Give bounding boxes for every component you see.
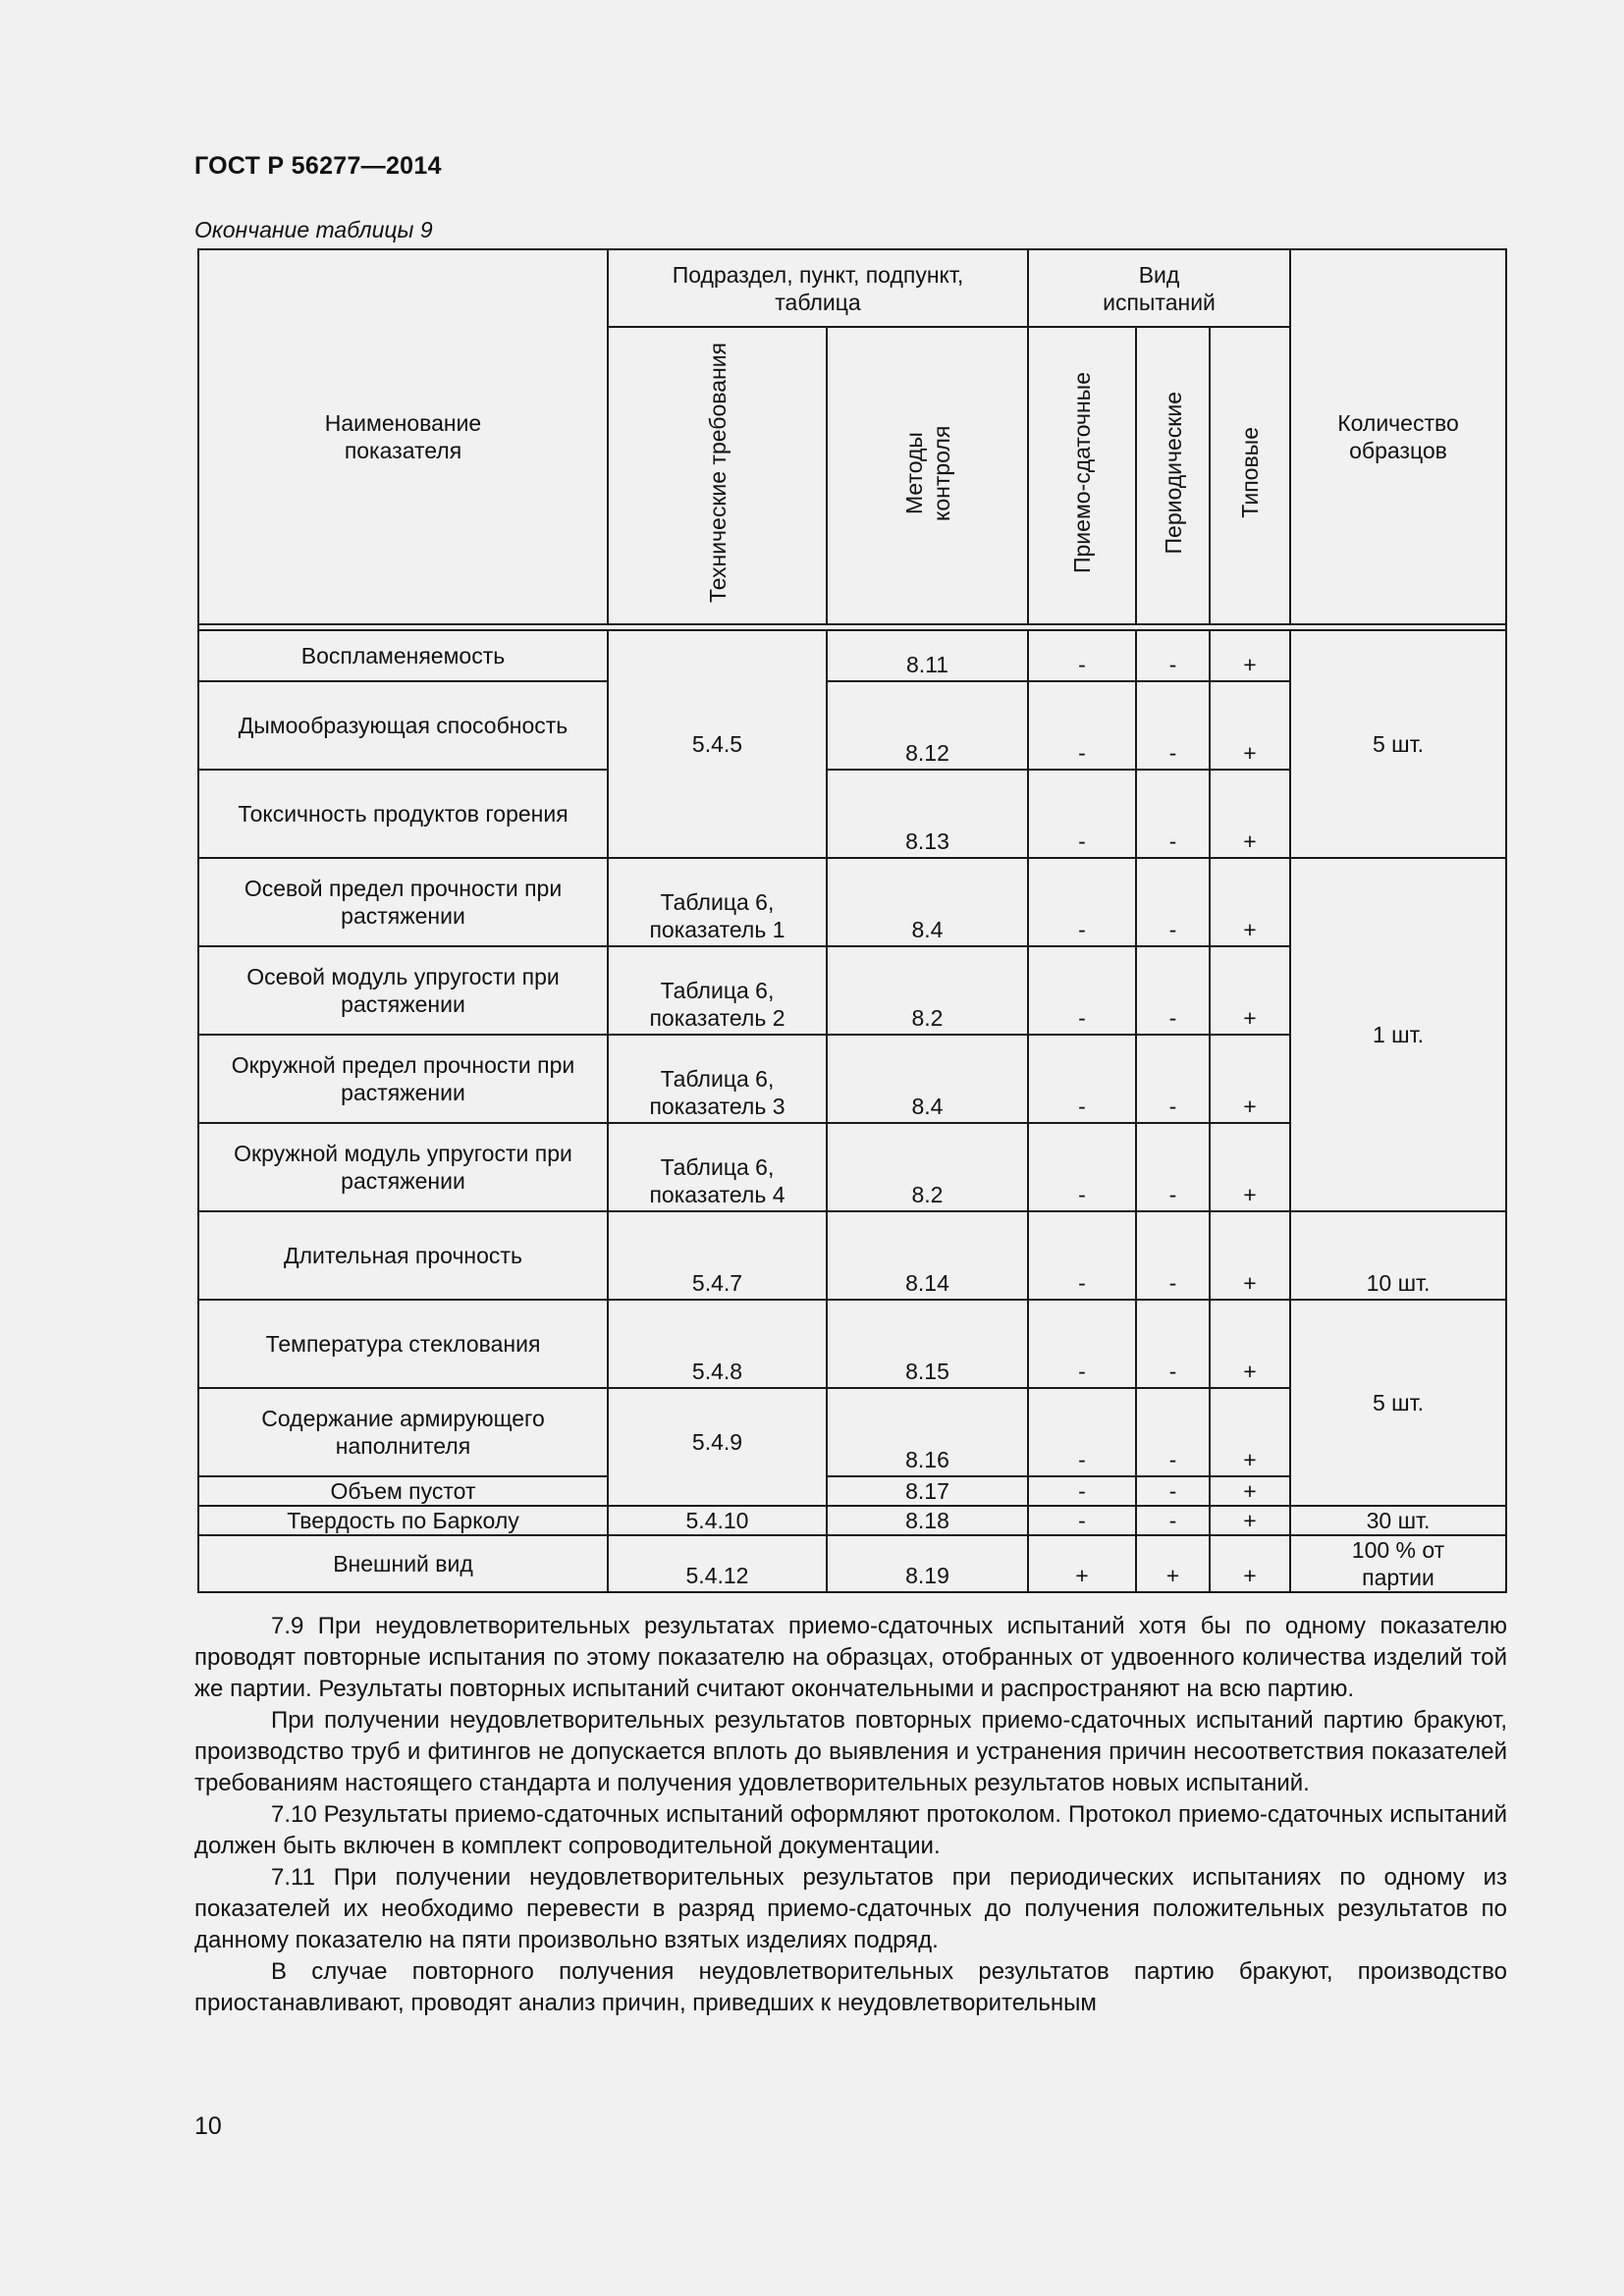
row-tech: 5.4.10 bbox=[608, 1506, 827, 1535]
row-name: Воспламеняемость bbox=[198, 630, 608, 681]
page-number: 10 bbox=[194, 2112, 222, 2140]
row-acceptance: - bbox=[1028, 858, 1136, 946]
row-type: + bbox=[1210, 1388, 1290, 1476]
paragraph-7-9: 7.9 При неудовлетворительных результатах приемо-сдаточных испытаний хотя бы по одному показателю проводят повторные испытания по этому показателю на образцах, отобранных от удвоенного количества изделий той же партии. Результаты повторных испытаний считают окончательными и распространяют на всю партию. bbox=[194, 1613, 1507, 1702]
row-type: + bbox=[1210, 630, 1290, 681]
row-method: 8.4 bbox=[827, 1035, 1028, 1123]
row-periodic: - bbox=[1136, 681, 1210, 770]
paragraph-7-9-cont: При получении неудовлетворительных результатов повторных приемо-сдаточных испытаний партию бракуют, производство труб и фитингов не допускается вплоть до выявления и устранения причин несоответствия показателей требованиям настоящего стандарта и получения удовлетворительных результатов новых испытаний. bbox=[194, 1707, 1507, 1796]
row-tech: 5.4.9 bbox=[608, 1388, 827, 1506]
row-periodic: - bbox=[1136, 1211, 1210, 1300]
row-periodic: - bbox=[1136, 946, 1210, 1035]
row-acceptance: - bbox=[1028, 1035, 1136, 1123]
row-name: Токсичность продуктов горения bbox=[198, 770, 608, 858]
row-method: 8.2 bbox=[827, 1123, 1028, 1211]
paragraph-7-11-cont: В случае повторного получения неудовлетворительных результатов партию бракуют, производство приостанавливают, проводят анализ причин, приведших к неудовлетворительным bbox=[194, 1958, 1507, 2016]
row-acceptance: - bbox=[1028, 1476, 1136, 1506]
document-id: ГОСТ Р 56277—2014 bbox=[194, 152, 442, 180]
row-acceptance: - bbox=[1028, 1211, 1136, 1300]
row-method: 8.14 bbox=[827, 1211, 1028, 1300]
paragraph-7-11: 7.11 При получении неудовлетворительных результатов при периодических испытаниях по одному из показателей их необходимо перевести в разряд приемо-сдаточных до получения положительных результатов по данному показателю на пяти произвольно взятых изделиях подряд. bbox=[194, 1864, 1507, 1953]
row-periodic: - bbox=[1136, 630, 1210, 681]
header-type-tests: Типовые bbox=[1210, 327, 1290, 624]
row-method: 8.19 bbox=[827, 1535, 1028, 1592]
row-acceptance: + bbox=[1028, 1535, 1136, 1592]
row-name: Твердость по Барколу bbox=[198, 1506, 608, 1535]
row-name: Осевой предел прочности при растяжении bbox=[198, 858, 608, 946]
row-name: Объем пустот bbox=[198, 1476, 608, 1506]
row-tech: Таблица 6, показатель 1 bbox=[608, 858, 827, 946]
row-method: 8.11 bbox=[827, 630, 1028, 681]
row-name: Дымообразующая способность bbox=[198, 681, 608, 770]
row-acceptance: - bbox=[1028, 630, 1136, 681]
row-name: Длительная прочность bbox=[198, 1211, 608, 1300]
row-count: 5 шт. bbox=[1290, 630, 1506, 858]
body-text bbox=[194, 1611, 1507, 2019]
header-tech-req: Технические требования bbox=[608, 327, 827, 624]
row-tech: Таблица 6, показатель 4 bbox=[608, 1123, 827, 1211]
row-type: + bbox=[1210, 946, 1290, 1035]
row-type: + bbox=[1210, 1211, 1290, 1300]
row-method: 8.4 bbox=[827, 858, 1028, 946]
row-type: + bbox=[1210, 681, 1290, 770]
row-periodic: + bbox=[1136, 1535, 1210, 1592]
row-periodic: - bbox=[1136, 1300, 1210, 1388]
row-tech: 5.4.12 bbox=[608, 1535, 827, 1592]
header-methods: Методы контроля bbox=[827, 327, 1028, 624]
row-name: Внешний вид bbox=[198, 1535, 608, 1592]
header-count: Количество образцов bbox=[1290, 249, 1506, 624]
row-type: + bbox=[1210, 858, 1290, 946]
row-periodic: - bbox=[1136, 770, 1210, 858]
row-tech: Таблица 6, показатель 2 bbox=[608, 946, 827, 1035]
row-type: + bbox=[1210, 1300, 1290, 1388]
row-periodic: - bbox=[1136, 1476, 1210, 1506]
header-subsection: Подраздел, пункт, подпункт, таблица bbox=[608, 249, 1028, 327]
header-name: Наименование показателя bbox=[198, 249, 608, 624]
row-method: 8.12 bbox=[827, 681, 1028, 770]
row-type: + bbox=[1210, 1476, 1290, 1506]
row-acceptance: - bbox=[1028, 1506, 1136, 1535]
row-method: 8.13 bbox=[827, 770, 1028, 858]
row-count: 10 шт. bbox=[1290, 1211, 1506, 1300]
row-name: Окружной предел прочности при растяжении bbox=[198, 1035, 608, 1123]
row-method: 8.18 bbox=[827, 1506, 1028, 1535]
row-method: 8.17 bbox=[827, 1476, 1028, 1506]
indicators-table bbox=[197, 248, 1507, 1593]
row-name: Содержание армирующего наполнителя bbox=[198, 1388, 608, 1476]
row-periodic: - bbox=[1136, 858, 1210, 946]
table-caption: Окончание таблицы 9 bbox=[194, 217, 433, 242]
row-acceptance: - bbox=[1028, 946, 1136, 1035]
row-acceptance: - bbox=[1028, 1388, 1136, 1476]
row-periodic: - bbox=[1136, 1506, 1210, 1535]
row-acceptance: - bbox=[1028, 1300, 1136, 1388]
row-count: 5 шт. bbox=[1290, 1300, 1506, 1506]
row-acceptance: - bbox=[1028, 1123, 1136, 1211]
row-type: + bbox=[1210, 770, 1290, 858]
row-tech: 5.4.7 bbox=[608, 1211, 827, 1300]
row-acceptance: - bbox=[1028, 770, 1136, 858]
row-periodic: - bbox=[1136, 1123, 1210, 1211]
row-tech: 5.4.5 bbox=[608, 630, 827, 858]
row-method: 8.2 bbox=[827, 946, 1028, 1035]
row-name: Температура стеклования bbox=[198, 1300, 608, 1388]
row-type: + bbox=[1210, 1035, 1290, 1123]
row-method: 8.15 bbox=[827, 1300, 1028, 1388]
row-type: + bbox=[1210, 1535, 1290, 1592]
header-test-type: Вид испытаний bbox=[1028, 249, 1290, 327]
row-tech: 5.4.8 bbox=[608, 1300, 827, 1388]
row-type: + bbox=[1210, 1506, 1290, 1535]
row-count: 1 шт. bbox=[1290, 858, 1506, 1211]
row-name: Осевой модуль упругости при растяжении bbox=[198, 946, 608, 1035]
header-acceptance: Приемо-сдаточные bbox=[1028, 327, 1136, 624]
row-periodic: - bbox=[1136, 1388, 1210, 1476]
row-periodic: - bbox=[1136, 1035, 1210, 1123]
paragraph-7-10: 7.10 Результаты приемо-сдаточных испытаний оформляют протоколом. Протокол приемо-сдаточных испытаний должен быть включен в комплект сопроводительной документации. bbox=[194, 1801, 1507, 1859]
row-acceptance: - bbox=[1028, 681, 1136, 770]
row-method: 8.16 bbox=[827, 1388, 1028, 1476]
row-count: 100 % от партии bbox=[1290, 1535, 1506, 1592]
row-type: + bbox=[1210, 1123, 1290, 1211]
header-periodic: Периодические bbox=[1136, 327, 1210, 624]
row-count: 30 шт. bbox=[1290, 1506, 1506, 1535]
row-name: Окружной модуль упругости при растяжении bbox=[198, 1123, 608, 1211]
row-tech: Таблица 6, показатель 3 bbox=[608, 1035, 827, 1123]
